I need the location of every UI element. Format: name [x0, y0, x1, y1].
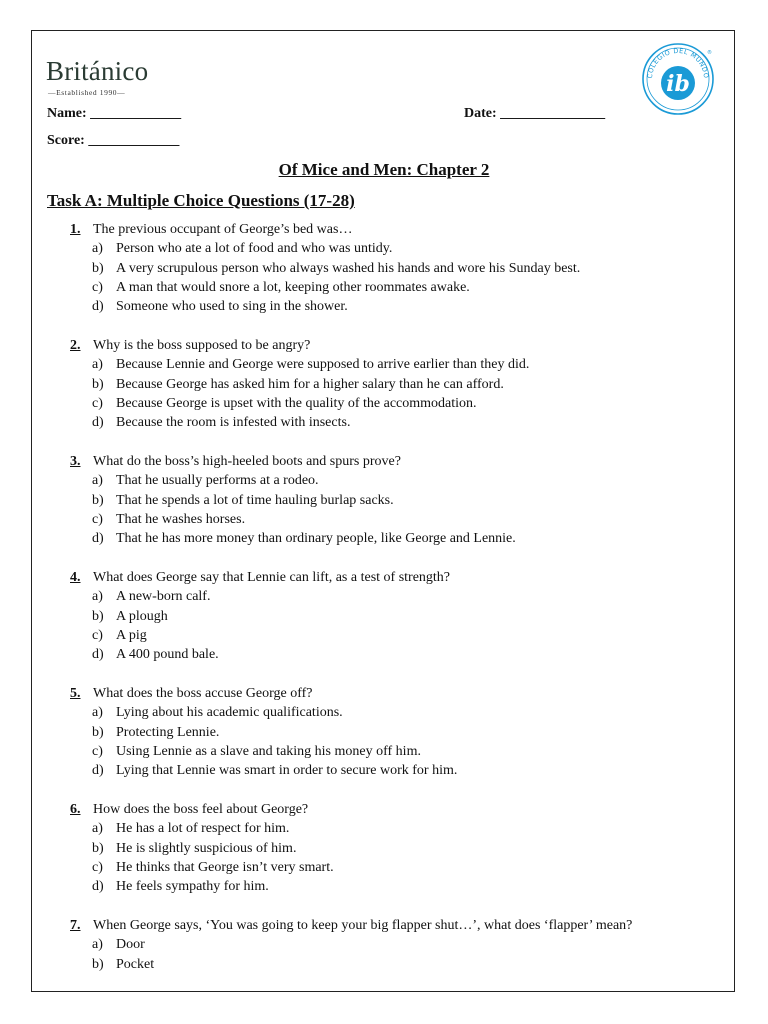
option-text: Lying about his academic qualifications. [116, 705, 343, 721]
answer-option[interactable] [70, 626, 730, 645]
option-text: Protecting Lennie. [116, 724, 220, 740]
option-text: He feels sympathy for him. [116, 879, 269, 895]
option-text: Because George is upset with the quality of the accommodation. [116, 395, 477, 411]
option-text: A 400 pound bale. [116, 647, 219, 663]
task-title: Task A: Multiple Choice Questions (17-28) [47, 191, 355, 210]
option-text: That he usually performs at a rodeo. [116, 473, 319, 489]
option-text: Pocket [116, 956, 155, 972]
answer-option[interactable] [70, 355, 730, 374]
option-letter: b) [92, 840, 104, 856]
britanico-logo [46, 58, 148, 97]
answer-option[interactable] [70, 703, 730, 722]
question-list [70, 220, 730, 993]
score-field[interactable]: Score: _____________ [47, 133, 180, 148]
question-text: What does George say that Lennie can lift, as a test of strength? [93, 569, 451, 585]
option-text: A plough [116, 608, 168, 624]
option-letter: b) [92, 608, 104, 624]
seal-text: COLEGIO DEL MUNDO [645, 46, 711, 79]
answer-option[interactable] [70, 819, 730, 838]
option-letter: b) [92, 492, 104, 508]
seal-letters: ib [666, 71, 690, 97]
question-number: 1. [70, 222, 81, 237]
question-4 [70, 568, 730, 664]
answer-option[interactable] [70, 587, 730, 606]
answer-option[interactable] [70, 239, 730, 258]
option-text: A pig [116, 627, 147, 643]
question-text: What does the boss accuse George off? [93, 685, 313, 701]
answer-option[interactable] [70, 935, 730, 954]
option-letter: a) [92, 937, 103, 953]
question-text: Why is the boss supposed to be angry? [93, 337, 311, 353]
answer-option[interactable] [70, 510, 730, 529]
option-letter: a) [92, 589, 103, 605]
question-stem [70, 336, 730, 355]
option-text: Because Lennie and George were supposed to arrive earlier than they did. [116, 357, 530, 373]
option-text: That he spends a lot of time hauling burlap sacks. [116, 492, 394, 508]
svg-text:®: ® [707, 50, 712, 56]
logo-name: Británico [46, 56, 149, 86]
date-field[interactable]: Date: _______________ [464, 106, 606, 121]
option-letter: c) [92, 743, 103, 759]
option-text: That he has more money than ordinary people, like George and Lennie. [116, 531, 516, 547]
option-text: He has a lot of respect for him. [116, 821, 290, 837]
option-letter: d) [92, 763, 104, 779]
option-text: A man that would snore a lot, keeping other roommates awake. [116, 279, 470, 295]
answer-option[interactable] [70, 723, 730, 742]
option-text: Because the room is infested with insects. [116, 415, 351, 431]
option-letter: a) [92, 705, 103, 721]
option-letter: a) [92, 241, 103, 257]
question-stem [70, 220, 730, 239]
option-letter: a) [92, 357, 103, 373]
answer-option[interactable] [70, 278, 730, 297]
option-letter: b) [92, 956, 104, 972]
answer-option[interactable] [70, 877, 730, 896]
answer-option[interactable] [70, 645, 730, 664]
question-number: 7. [70, 917, 81, 933]
answer-option[interactable] [70, 471, 730, 490]
answer-option[interactable] [70, 839, 730, 858]
answer-option[interactable] [70, 394, 730, 413]
answer-option[interactable] [70, 297, 730, 316]
question-text: How does the boss feel about George? [93, 801, 309, 817]
answer-option[interactable] [70, 858, 730, 877]
question-6 [70, 800, 730, 896]
option-letter: d) [92, 299, 104, 315]
question-number: 2. [70, 337, 81, 353]
question-number: 3. [70, 453, 81, 469]
question-3 [70, 452, 730, 548]
answer-option[interactable] [70, 955, 730, 974]
option-text: Using Lennie as a slave and taking his money off him. [116, 743, 421, 759]
document-title: Of Mice and Men: Chapter 2 [278, 160, 490, 179]
question-stem [70, 684, 730, 703]
option-letter: c) [92, 511, 103, 527]
option-letter: a) [92, 821, 103, 837]
question-number: 5. [70, 685, 81, 701]
option-letter: b) [92, 376, 104, 392]
option-letter: a) [92, 473, 103, 489]
question-7 [70, 916, 730, 974]
option-text: Lying that Lennie was smart in order to secure work for him. [116, 763, 458, 779]
question-5 [70, 684, 730, 780]
option-letter: d) [92, 531, 104, 547]
question-stem [70, 916, 730, 935]
option-text: A new-born calf. [116, 589, 211, 605]
option-text: Door [116, 937, 145, 953]
question-stem [70, 568, 730, 587]
option-letter: d) [92, 647, 104, 663]
ib-seal-icon [641, 42, 715, 116]
option-letter: d) [92, 879, 104, 895]
option-letter: c) [92, 279, 103, 295]
option-text: Because George has asked him for a higher salary than he can afford. [116, 376, 504, 392]
option-letter: b) [92, 260, 104, 276]
option-letter: c) [92, 859, 103, 875]
question-text: When George says, ‘You was going to keep your big flapper shut…’, what does ‘flapper’ mean? [93, 917, 633, 933]
option-text: He thinks that George isn’t very smart. [116, 859, 334, 875]
logo-tagline: —Established 1990— [48, 88, 126, 97]
question-stem [70, 800, 730, 819]
answer-option[interactable] [70, 375, 730, 394]
option-text: Person who ate a lot of food and who was untidy. [116, 241, 393, 257]
question-number: 4. [70, 569, 81, 585]
option-text: That he washes horses. [116, 511, 246, 527]
question-text: The previous occupant of George’s bed was… [93, 222, 353, 237]
answer-option[interactable] [70, 491, 730, 510]
answer-option[interactable] [70, 761, 730, 780]
question-number: 6. [70, 801, 81, 817]
question-1 [70, 220, 730, 316]
answer-option[interactable] [70, 742, 730, 761]
option-letter: b) [92, 724, 104, 740]
answer-option[interactable] [70, 413, 730, 432]
question-stem [70, 452, 730, 471]
question-2 [70, 336, 730, 432]
option-text: He is slightly suspicious of him. [116, 840, 297, 856]
answer-option[interactable] [70, 529, 730, 548]
option-text: Someone who used to sing in the shower. [116, 299, 348, 315]
option-letter: d) [92, 415, 104, 431]
question-text: What do the boss’s high-heeled boots and spurs prove? [93, 453, 401, 469]
answer-option[interactable] [70, 607, 730, 626]
option-letter: c) [92, 395, 103, 411]
option-letter: c) [92, 627, 103, 643]
answer-option[interactable] [70, 259, 730, 278]
option-text: A very scrupulous person who always washed his hands and wore his Sunday best. [116, 260, 581, 276]
name-field[interactable]: Name: _____________ [47, 106, 182, 121]
